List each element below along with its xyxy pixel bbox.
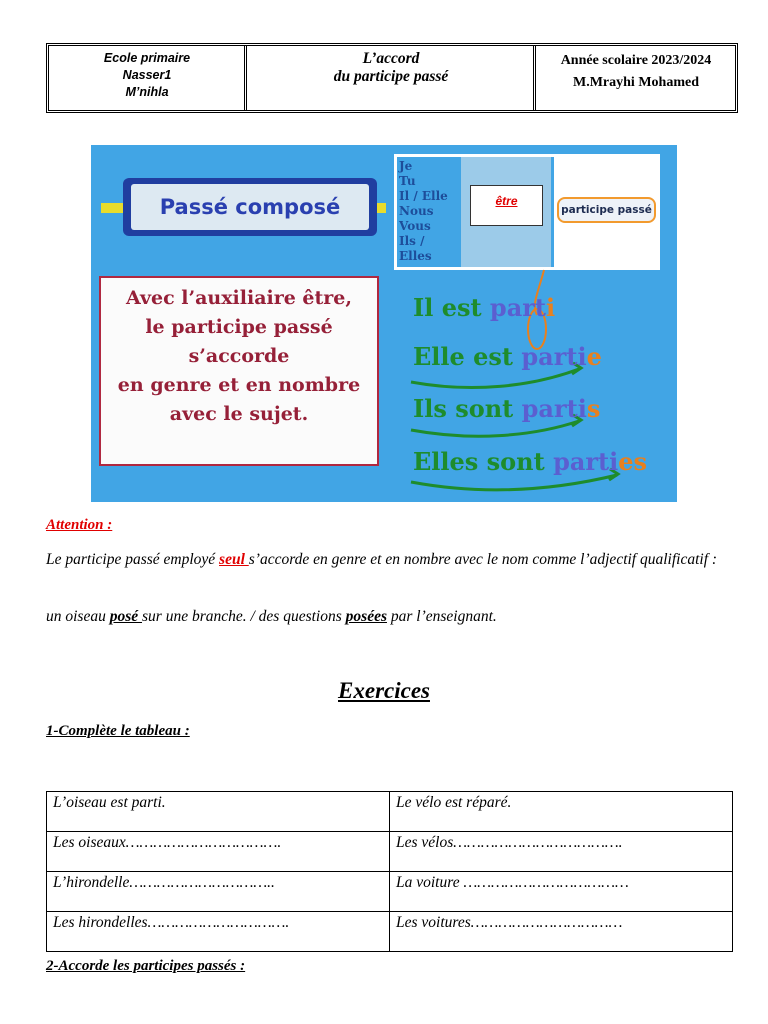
table-row [47, 912, 733, 952]
example-keyword: posé [109, 608, 143, 625]
pronoun: Nous [399, 204, 434, 218]
example-subject: Elle est [413, 342, 522, 371]
title-line: du participe passé [333, 68, 449, 85]
example-subject: Ils sont [413, 394, 522, 423]
example-subject: Elles sont [413, 447, 554, 476]
example-stem: parti [553, 447, 619, 476]
participle-label: participe passé [557, 197, 656, 223]
arrow-curve [411, 421, 579, 436]
school-info [49, 46, 245, 110]
grammar-illustration [91, 145, 677, 502]
pronoun: Ils / Elles [399, 234, 432, 263]
teacher-name: M.Mrayhi Mohamed [573, 75, 699, 90]
table-cell[interactable]: La voiture ……………………………… [390, 872, 733, 912]
keyword-seul: seul [219, 551, 249, 568]
example-stem: parti [521, 394, 587, 423]
rule-line: s’accorde [188, 345, 290, 367]
table-cell[interactable]: Les voitures…………………………… [390, 912, 733, 952]
rule-line: avec le sujet. [169, 403, 309, 425]
pronoun: Vous [399, 219, 431, 233]
exercise-table [46, 791, 733, 952]
rule-line: Avec l’auxiliaire être, [125, 287, 353, 309]
arrow-curve [411, 475, 617, 490]
school-line: Ecole primaire [103, 51, 191, 65]
question-1-title: 1-Complète le tableau : [46, 723, 190, 739]
example-line [413, 447, 647, 476]
pronoun: Je [399, 159, 413, 173]
header-divider [533, 46, 536, 110]
example-line [413, 342, 602, 371]
example-text: sur une branche. / des questions [142, 608, 346, 625]
auxiliary-label: être [470, 185, 543, 226]
example-line [413, 293, 555, 322]
table-cell: Le vélo est réparé. [390, 792, 733, 832]
example-line [413, 394, 600, 423]
arrow-curve [411, 369, 579, 388]
example-text: par l’enseignant. [386, 608, 497, 625]
example-text: un oiseau [46, 608, 110, 625]
example-stem: parti [521, 342, 587, 371]
tense-label: Passé composé [131, 184, 369, 230]
attention-paragraph [46, 550, 726, 570]
table-row [47, 832, 733, 872]
example-stem: part [489, 293, 546, 322]
rule-box [99, 276, 379, 466]
example-ending: i [545, 293, 556, 322]
table-cell[interactable]: Les oiseaux……………………………. [47, 832, 390, 872]
rule-line: en genre et en nombre [117, 374, 361, 396]
attention-example [46, 608, 497, 626]
attention-label: Attention : [46, 517, 113, 533]
table-cell[interactable]: Les hirondelles…………………………. [47, 912, 390, 952]
title-line: L’accord [362, 50, 420, 67]
school-line: M’nihla [125, 85, 169, 99]
year-info [537, 46, 735, 110]
table-cell[interactable]: Les vélos………………………………. [390, 832, 733, 872]
example-ending: es [618, 447, 648, 476]
lesson-title [247, 46, 535, 110]
table-cell: L’oiseau est parti. [47, 792, 390, 832]
example-ending: s [586, 394, 601, 423]
table-cell[interactable]: L’hirondelle………………………….. [47, 872, 390, 912]
example-subject: Il est [413, 293, 490, 322]
school-line: Nasser1 [122, 68, 172, 82]
paragraph-text: s’accorde en genre et en nombre avec le nom comme l’adjectif qualificatif : [248, 551, 718, 568]
rule-line: le participe passé [145, 316, 333, 338]
question-2-title: 2-Accorde les participes passés : [46, 958, 246, 974]
example-keyword: posées [345, 608, 387, 625]
pronoun: Tu [399, 174, 416, 188]
example-ending: e [586, 342, 602, 371]
paragraph-text: Le participe passé employé [46, 551, 220, 568]
table-row [47, 872, 733, 912]
header-box [46, 43, 738, 113]
school-year: Année scolaire 2023/2024 [560, 53, 712, 68]
exercises-title: Exercices [338, 678, 430, 703]
pronoun: Il / Elle [399, 189, 448, 203]
table-row [47, 792, 733, 832]
